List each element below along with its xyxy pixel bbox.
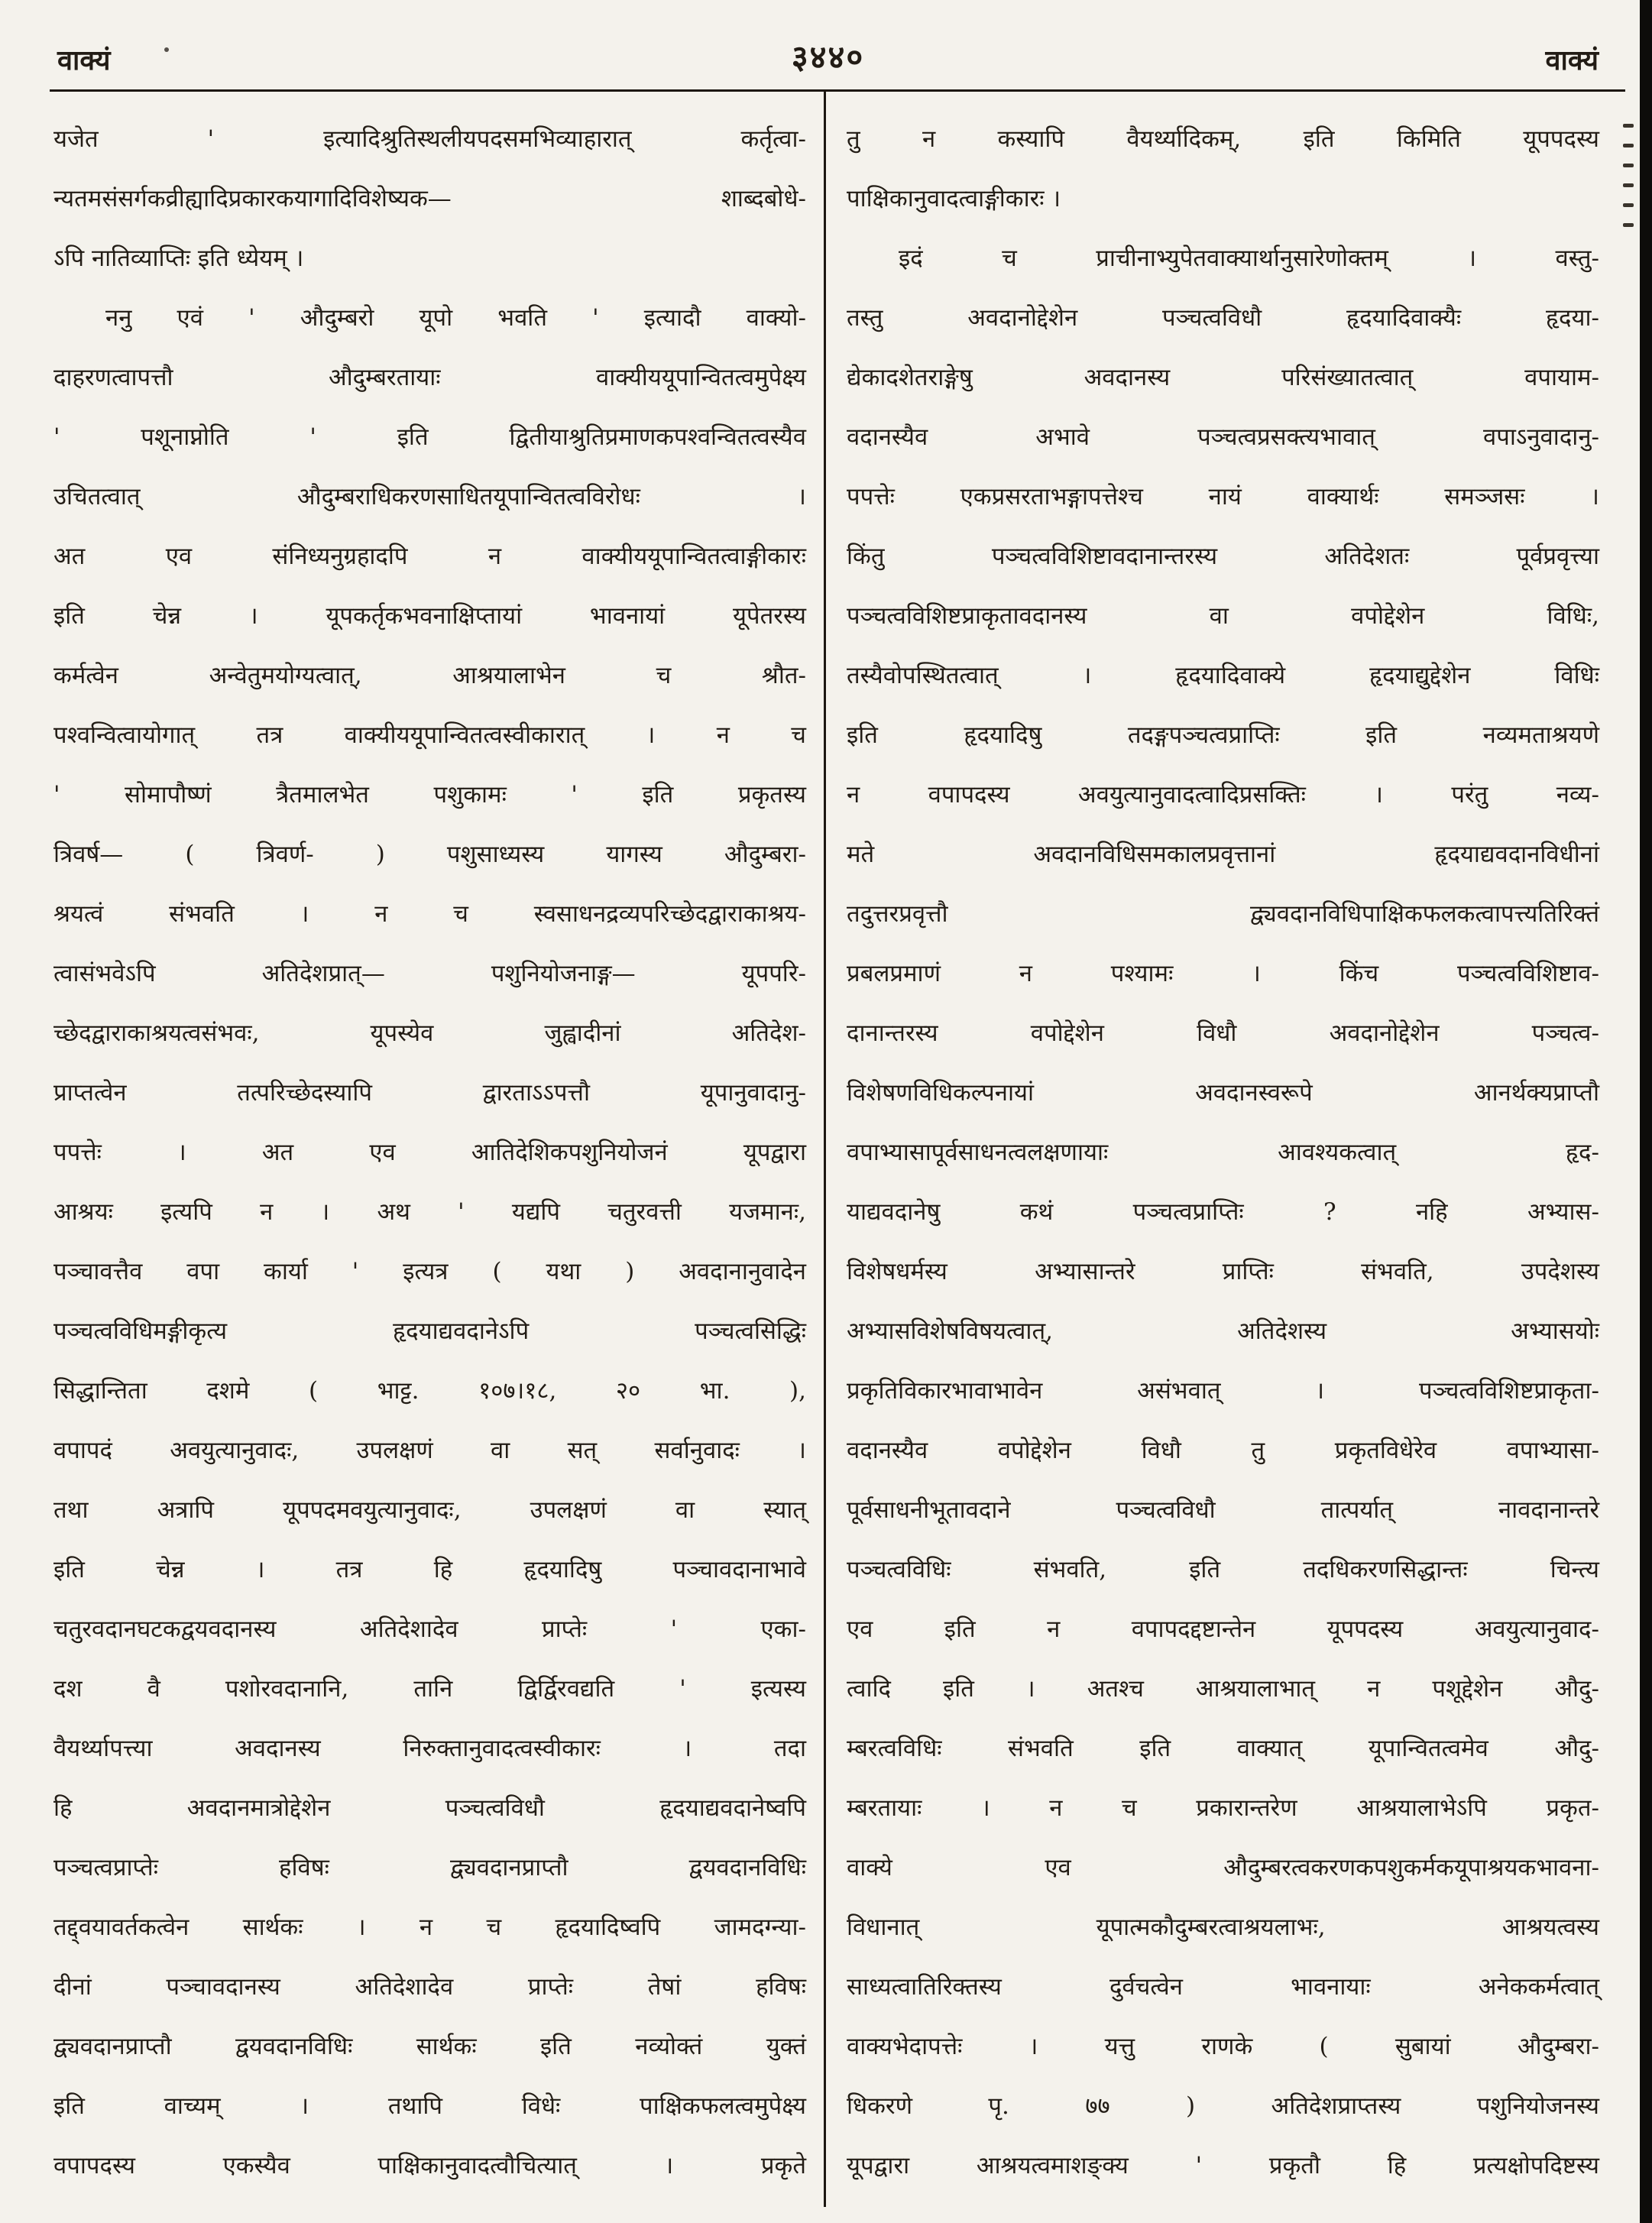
edge-mark (1623, 124, 1634, 128)
text-line: एव इति न वपापदद्दष्टान्तेन यूपपदस्य अवयुत्यानुवाद- (847, 1615, 1599, 1643)
text-line: पपत्तेः एकप्रसरताभङ्गापत्तेश्च नायं वाक्यार्थः समञ्जसः । (847, 483, 1599, 510)
text-line: साध्यत्वातिरिक्तस्य दुर्वचत्वेन भावनायाः अनेककर्मत्वात् (847, 1973, 1599, 2001)
text-line: त्वासंभवेऽपि अतिदेशप्रात्— पशुनियोजनाङ्ग— यूपपरि- (53, 960, 806, 987)
text-line: त्वादि इति । अतश्च आश्रयालाभात् न पशूद्देशेन औदु- (847, 1675, 1599, 1703)
text-line: कर्मत्वेन अन्वेतुमयोग्यत्वात्, आश्रयालाभेन च श्रौत- (53, 662, 806, 689)
text-line: वैयर्थ्यापत्त्या अवदानस्य निरुक्तानुवादत्वस्वीकारः । तदा (53, 1735, 806, 1762)
text-line: दश वै पशोरवदानानि, तानि द्विर्द्विरवद्यति ' इत्यस्य (53, 1675, 806, 1703)
text-line: न वपापदस्य अवयुत्यानुवादत्वादिप्रसक्तिः । परंतु नव्य- (847, 781, 1599, 809)
text-line: श्रयत्वं संभवति । न च स्वसाधनद्रव्यपरिच्छेदद्वाराकाश्रय- (53, 900, 806, 928)
text-line: प्रबलप्रमाणं न पश्यामः । किंच पञ्चत्वविशिष्टाव- (847, 960, 1599, 987)
text-line: वपाभ्यासापूर्वसाधनत्वलक्षणायाः आवश्यकत्वात् हृद- (847, 1139, 1599, 1166)
text-line: हि अवदानमात्रोद्देशेन पञ्चत्वविधौ हृदयाद्यवदानेष्वपि (53, 1794, 806, 1822)
text-line: पश्वन्वित्वायोगात् तत्र वाक्यीययूपान्वितत्वस्वीकारात् । न च (53, 721, 806, 749)
column-left (53, 109, 806, 2195)
page-header (50, 34, 1606, 80)
text-line: वदानस्यैव वपोद्देशेन विधौ तु प्रकृतविधेरेव वपाभ्यासा- (847, 1437, 1599, 1464)
text-line: वाक्ये एव औदुम्बरत्वकरणकपशुकर्मकयूपाश्रयकभावना- (847, 1854, 1599, 1881)
text-line: तस्तु अवदानोद्देशेन पञ्चत्वविधौ हृदयादिवाक्यैः हृदया- (847, 304, 1599, 332)
edge-mark (1623, 164, 1634, 167)
text-line: च्छेदद्वाराकाश्रयत्वसंभवः, यूपस्येव जुह्वादीनां अतिदेश- (53, 1019, 806, 1047)
stray-ink-dot (164, 47, 169, 52)
text-line: पपत्तेः । अत एव आतिदेशिकपशुनियोजनं यूपद्वारा (53, 1139, 806, 1166)
text-line: दाहरणत्वापत्तौ औदुम्बरतायाः वाक्यीययूपान्वितत्वमुपेक्ष्य (53, 364, 806, 391)
text-line: वपापदस्य एकस्यैव पाक्षिकानुवादत्वौचित्यात् । प्रकृते (53, 2152, 806, 2179)
text-line: अभ्यासविशेषविषयत्वात्, अतिदेशस्य अभ्यासयोः (847, 1317, 1599, 1345)
text-line: ननु एवं ' औदुम्बरो यूपो भवति ' इत्यादौ वाक्यो- (105, 304, 806, 332)
column-right (847, 109, 1599, 2195)
text-line: म्बरतायाः । न च प्रकारान्तरेण आश्रयालाभेऽपि प्रकृत- (847, 1794, 1599, 1822)
text-line: द्व्यवदानप्राप्तौ द्वयवदानविधिः सार्थकः इति नव्योक्तं युक्तं (53, 2033, 806, 2060)
edge-mark (1623, 223, 1634, 227)
text-line: तदुत्तरप्रवृत्तौ द्व्यवदानविधिपाक्षिकफलकत्वापत्त्यतिरिक्तं (847, 900, 1599, 928)
text-line: चतुरवदानघटकद्वयवदानस्य अतिदेशादेव प्राप्तेः ' एका- (53, 1615, 806, 1643)
text-line: इति चेन्न । यूपकर्तृकभवनाक्षिप्तायां भावनायां यूपेतरस्य (53, 602, 806, 630)
text-line: द्येकादशेतराङ्गेषु अवदानस्य परिसंख्यातत्वात् वपायाम- (847, 364, 1599, 391)
text-line: पञ्चत्वविधिः संभवति, इति तदधिकरणसिद्धान्तः चिन्त्य (847, 1556, 1599, 1583)
text-line: म्बरत्वविधिः संभवति इति वाक्यात् यूपान्वितत्वमेव औदु- (847, 1735, 1599, 1762)
text-line: विधानात् यूपात्मकौदुम्बरत्वाश्रयलाभः, आश्रयत्वस्य (847, 1914, 1599, 1941)
text-line: विशेषधर्मस्य अभ्यासान्तरे प्राप्तिः संभवति, उपदेशस्य (847, 1258, 1599, 1285)
text-line: पञ्चत्वविशिष्टप्राकृतावदानस्य वा वपोद्देशेन विधिः, (847, 602, 1599, 630)
text-line: त्रिवर्ष— ( त्रिवर्ण- ) पशुसाध्यस्य यागस्य औदुम्बरा- (53, 841, 806, 868)
text-line: न्यतमसंसर्गकव्रीह्यादिप्रकारकयागादिविशेष्यक— शाब्दबोधे- (53, 185, 806, 212)
text-line: प्राप्तत्वेन तत्परिच्छेदस्यापि द्वारताऽऽपत्तौ यूपानुवादानु- (53, 1079, 806, 1107)
text-line: तस्यैवोपस्थितत्वात् । हृदयादिवाक्ये हृदयाद्युद्देशेन विधिः (847, 662, 1599, 689)
text-line: इति हृदयादिषु तदङ्गपञ्चत्वप्राप्तिः इति नव्यमताश्रयणे (847, 721, 1599, 749)
margin-marks (1623, 124, 1635, 243)
text-line: दानान्तरस्य वपोद्देशेन विधौ अवदानोद्देशेन पञ्चत्व- (847, 1019, 1599, 1047)
text-line: वदानस्यैव अभावे पञ्चत्वप्रसक्त्यभावात् वपाऽनुवादानु- (847, 423, 1599, 451)
text-line: इति चेन्न । तत्र हि हृदयादिषु पञ्चावदानाभावे (53, 1556, 806, 1583)
header-rule (50, 89, 1625, 92)
text-line: पञ्चावत्तैव वपा कार्या ' इत्यत्र ( यथा ) अवदानानुवादेन (53, 1258, 806, 1285)
text-line: उचितत्वात् औदुम्बराधिकरणसाधितयूपान्वितत्वविरोधः । (53, 483, 806, 510)
text-line: ' सोमापौष्णं त्रैतमालभेत पशुकामः ' इति प्रकृतस्य (53, 781, 806, 809)
text-line: इदं च प्राचीनाभ्युपेतवाक्यार्थानुसारेणोक्तम् । वस्तु- (899, 245, 1599, 272)
page-number: ३४४० (791, 38, 865, 76)
text-line: तु न कस्यापि वैयर्थ्यादिकम्, इति किमिति यूपपदस्य (847, 125, 1599, 153)
text-line: अत एव संनिध्यनुग्रहादपि न वाक्यीययूपान्वितत्वाङ्गीकारः (53, 543, 806, 570)
text-line: इति वाच्यम् । तथापि विधेः पाक्षिकफलत्वमुपेक्ष्य (53, 2092, 806, 2120)
text-line: किंतु पञ्चत्वविशिष्टावदानान्तरस्य अतिदेशतः पूर्वप्रवृत्त्या (847, 543, 1599, 570)
running-title-right: वाक्यं (1545, 44, 1599, 76)
text-line: आश्रयः इत्यपि न । अथ ' यद्यपि चतुरवत्ती यजमानः, (53, 1198, 806, 1226)
text-line: दीनां पञ्चावदानस्य अतिदेशादेव प्राप्तेः तेषां हविषः (53, 1973, 806, 2001)
text-line: मते अवदानविधिसमकालप्रवृत्तानां हृदयाद्यवदानविधीनां (847, 841, 1599, 868)
text-line: यजेत ' इत्यादिश्रुतिस्थलीयपदसमभिव्याहारात् कर्तृत्वा- (53, 125, 806, 153)
text-line: तद्द्वयावर्तकत्वेन सार्थकः । न च हृदयादिष्वपि जामदग्न्या- (53, 1914, 806, 1941)
text-line: याद्यवदानेषु कथं पञ्चत्वप्राप्तिः ? नहि अभ्यास- (847, 1198, 1599, 1226)
text-line: सिद्धान्तिता दशमे ( भाट्ट. १०७।१८, २० भा. ), (53, 1377, 806, 1405)
text-line: प्रकृतिविकारभावाभावेन असंभवात् । पञ्चत्वविशिष्टप्राकृता- (847, 1377, 1599, 1405)
text-line: ' पशूनाप्नोति ' इति द्वितीयाश्रुतिप्रमाणकपश्वन्वितत्वस्यैव (53, 423, 806, 451)
edge-mark (1623, 144, 1634, 147)
text-line: पाक्षिकानुवादत्वाङ्गीकारः । (847, 185, 1061, 212)
text-line: विशेषणविधिकल्पनायां अवदानस्वरूपे आनर्थक्यप्राप्तौ (847, 1079, 1599, 1107)
text-line: पञ्चत्वविधिमङ्गीकृत्य हृदयाद्यवदानेऽपि पञ्चत्वसिद्धिः (53, 1317, 806, 1345)
text-line: वपापदं अवयुत्यानुवादः, उपलक्षणं वा सत् सर्वानुवादः । (53, 1437, 806, 1464)
edge-mark (1623, 203, 1634, 207)
text-line: धिकरणे पृ. ७७ ) अतिदेशप्राप्तस्य पशुनियोजनस्य (847, 2092, 1599, 2120)
text-line: वाक्यभेदापत्तेः । यत्तु राणके ( सुबायां औदुम्बरा- (847, 2033, 1599, 2060)
column-divider-rule (824, 90, 826, 2207)
text-line: तथा अत्रापि यूपपदमवयुत्यानुवादः, उपलक्षणं वा स्यात् (53, 1496, 806, 1524)
text-line: पूर्वसाधनीभूतावदाने पञ्चत्वविधौ तात्पर्यात् नावदानान्तरे (847, 1496, 1600, 1524)
text-line: ऽपि नातिव्याप्तिः इति ध्येयम् । (53, 245, 304, 272)
edge-mark (1623, 183, 1634, 187)
running-title-left: वाक्यं (57, 44, 111, 76)
scan-edge-bar (1640, 0, 1652, 2223)
text-line: पञ्चत्वप्राप्तेः हविषः द्व्यवदानप्राप्तौ द्वयवदानविधिः (53, 1854, 806, 1881)
text-line: यूपद्वारा आश्रयत्वमाशङ्क्य ' प्रकृतौ हि प्रत्यक्षोपदिष्टस्य (847, 2152, 1599, 2179)
